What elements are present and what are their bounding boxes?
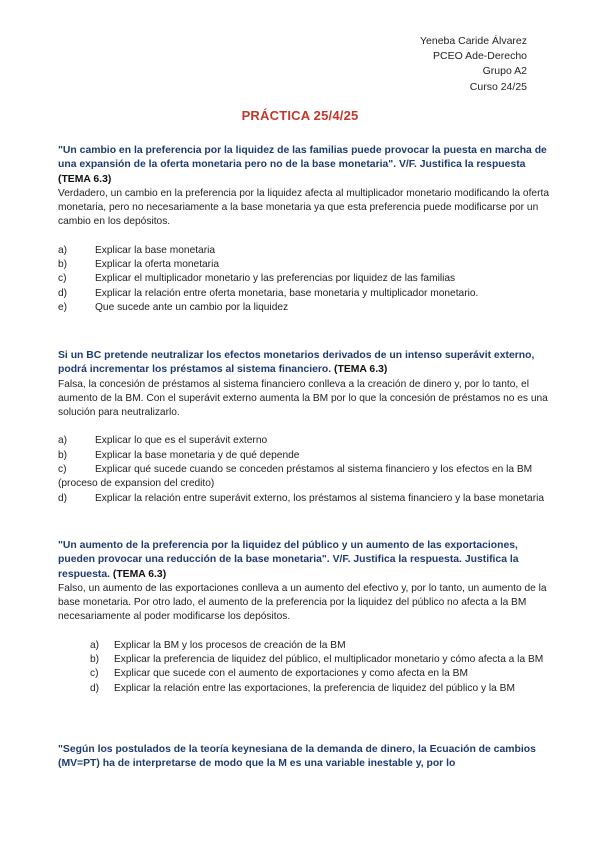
list-item (58, 244, 550, 258)
group-name: Grupo A2 (482, 65, 527, 78)
list-marker: d) (58, 492, 68, 504)
list-item (58, 463, 550, 492)
program-name: PCEO Ade-Derecho (433, 50, 527, 63)
section-4 (58, 743, 550, 772)
list-item (90, 682, 550, 696)
list-item (58, 301, 550, 315)
list-text: Explicar qué sucede cuando se conceden préstamos al sistema financiero y los efectos en la BM (proceso de expansion del credito) (58, 464, 533, 490)
guide-list-3 (90, 639, 550, 696)
list-text: Explicar la relación entre las exportaciones, la preferencia de liquidez del público y la BM (114, 682, 515, 694)
question-1 (58, 144, 550, 187)
list-item (58, 272, 550, 286)
list-marker: a) (58, 435, 68, 447)
answer-2: Falsa, la concesión de préstamos al sistema financiero conlleva a la creación de dinero y, por lo tanto, el aumento de la BM. Con el superávit externo aumenta la BM por lo que la concesión de préstamos no es una solución para neutralizarlo. (58, 378, 548, 419)
question-1-tema: (TEMA 6.3) (58, 173, 112, 185)
answer-1: Verdadero, un cambio en la preferencia por la liquidez afecta al multiplicador monetario modificando la oferta monetaria, pero no necesariamente a la base monetaria ya que esta preferencia puede modificarse por un cambio en los depósitos. (58, 187, 549, 228)
list-text: Explicar la BM y los procesos de creación de la BM (114, 639, 346, 651)
list-text: Explicar lo que es el superávit externo (95, 435, 268, 447)
list-marker: b) (58, 259, 68, 271)
list-marker: d) (90, 682, 100, 694)
author-name: Yeneba Caride Álvarez (419, 35, 527, 47)
list-text: Explicar la relación entre superávit externo, los préstamos al sistema financiero y la base monetaria (95, 492, 545, 504)
list-item (90, 639, 550, 653)
list-marker: c) (58, 273, 67, 285)
section-3 (58, 539, 550, 696)
course-year: Curso 24/25 (469, 80, 527, 93)
list-text: Explicar que sucede con el aumento de exportaciones y como afecta en la BM (114, 668, 468, 680)
section-1 (58, 144, 550, 315)
question-3-tema: (TEMA 6.3) (109, 568, 167, 580)
list-marker: e) (58, 301, 68, 313)
guide-list-1 (58, 244, 550, 315)
question-2-text: Si un BC pretende neutralizar los efectos monetarios derivados de un intenso superávit externo, podrá incrementar los préstamos al sistema financiero. (58, 350, 535, 376)
question-1-text: "Un cambio en la preferencia por la liquidez de las familias puede provocar la puesta en marcha de una expansión de la oferta monetaria pero no de la base monetaria". V/F. Justifica la respuesta (58, 145, 547, 171)
list-item (90, 667, 550, 681)
question-4: "Según los postulados de la teoría keynesiana de la demanda de dinero, la Ecuación de cambios (MV=PT) ha de interpretarse de modo que la M es una variable inestable y, por lo (58, 744, 536, 770)
author-header (420, 34, 527, 95)
list-marker: d) (58, 287, 68, 299)
question-3 (58, 539, 550, 582)
list-text: Explicar la preferencia de liquidez del público, el multiplicador monetario y cómo afecta a la BM (114, 654, 544, 666)
list-item (58, 287, 550, 301)
list-text: Que sucede ante un cambio por la liquidez (95, 301, 289, 313)
list-marker: a) (58, 244, 68, 256)
question-2-tema: (TEMA 6.3) (331, 364, 388, 376)
guide-list-2 (58, 434, 550, 505)
list-marker: b) (90, 654, 100, 666)
list-item (58, 492, 550, 506)
question-2 (58, 349, 550, 378)
section-2 (58, 349, 550, 506)
list-marker: c) (90, 668, 99, 680)
list-marker: a) (90, 639, 100, 651)
page-title: PRÁCTICA 25/4/25 (241, 108, 359, 123)
list-item (58, 434, 550, 448)
list-text: Explicar la base monetaria (95, 244, 216, 256)
list-item (90, 653, 550, 667)
list-item (58, 258, 550, 272)
list-text: Explicar la relación entre oferta monetaria, base monetaria y multiplicador monetario. (95, 287, 479, 299)
list-text: Explicar la base monetaria y de qué depende (95, 449, 300, 461)
list-text: Explicar el multiplicador monetario y las preferencias por liquidez de las familias (95, 273, 456, 285)
answer-3: Falso, un aumento de las exportaciones conlleva a un aumento del efectivo y, por lo tanto, un aumento de la base monetaria. Por otro lado, el aumento de la preferencia por la liquidez del público no afecta a la BM necesariamente al poder modificarse los depósitos. (58, 582, 547, 623)
list-marker: c) (58, 464, 67, 476)
question-3-text: "Un aumento de la preferencia por la liquidez del público y un aumento de las exportaciones, pueden provocar una reducción de la base monetaria". V/F. Justifica la respuesta. Justifica la respuesta. (58, 540, 519, 580)
list-marker: b) (58, 449, 68, 461)
list-item (58, 449, 550, 463)
list-text: Explicar la oferta monetaria (95, 259, 220, 271)
